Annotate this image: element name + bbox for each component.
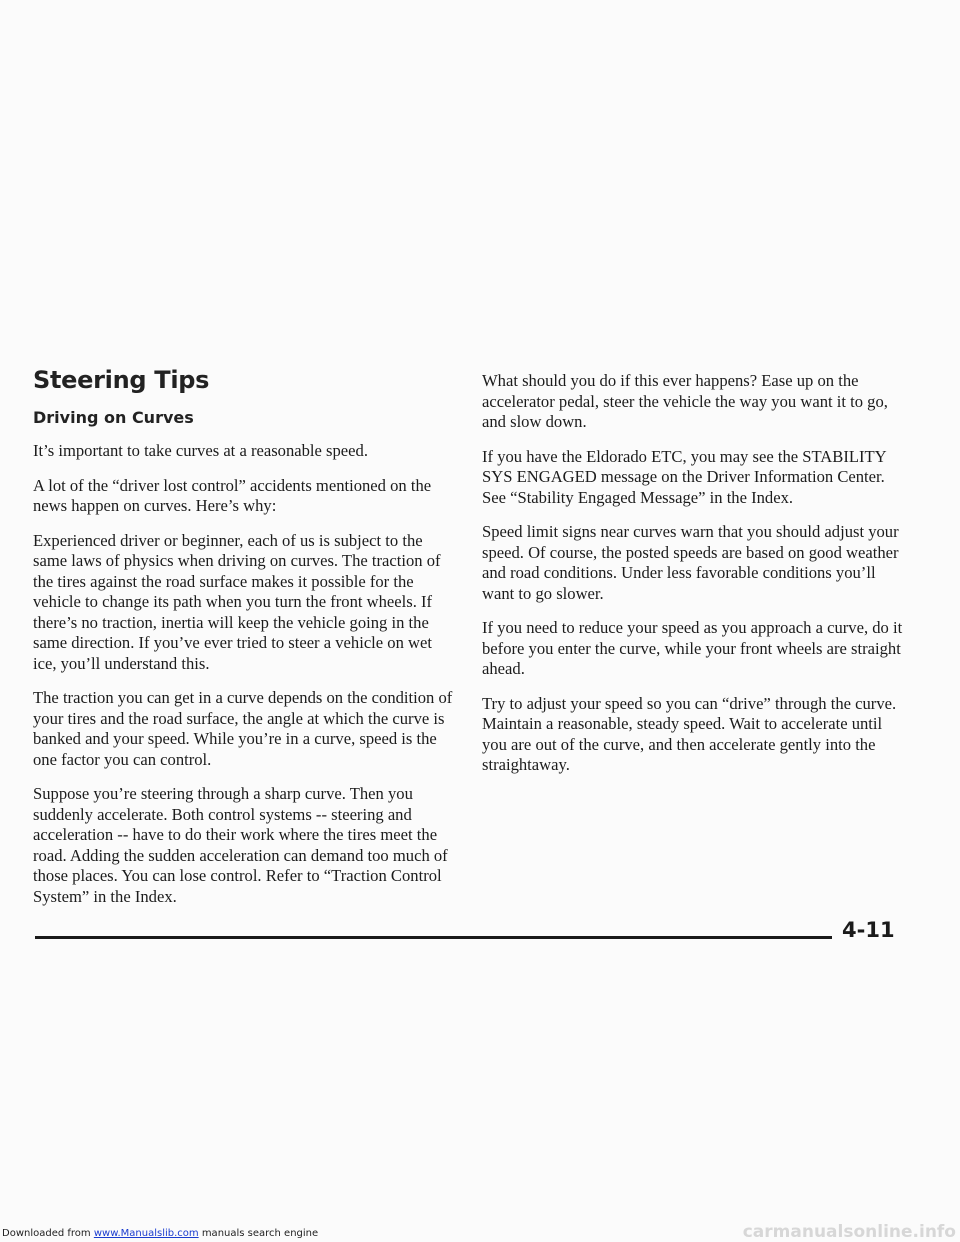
- paragraph: Speed limit signs near curves warn that you should adjust your speed. Of course, the posted speeds are based on good weather and road conditions. Under less favorable conditions you’ll want to go slower.: [482, 522, 899, 603]
- watermark: carmanualsonline.info: [742, 1222, 956, 1242]
- paragraph: A lot of the “driver lost control” accidents mentioned on the news happen on curves. Here’s why:: [33, 475, 432, 515]
- paragraph: If you need to reduce your speed as you approach a curve, do it before you enter the curve, while your front wheels are straight ahead.: [482, 618, 903, 678]
- paragraph: It’s important to take curves at a reasonable speed.: [33, 441, 368, 460]
- download-note: [2, 1228, 318, 1239]
- paragraph: Try to adjust your speed so you can “drive” through the curve. Maintain a reasonable, steady speed. Wait to accelerate until you are out of the curve, and then accelerate gently into the straightaway.: [482, 693, 897, 774]
- manualslib-link[interactable]: www.Manualslib.com: [93, 1228, 199, 1239]
- paragraph: Experienced driver or beginner, each of us is subject to the same laws of physics when driving on curves. The traction of the tires against the road surface makes it possible for the vehicle to change its path when you turn the front wheels. If there’s no traction, inertia will keep the vehicle going in the same direction. If you’ve ever tried to steer a vehicle on wet ice, you’ll understand this.: [33, 530, 441, 673]
- subsection-title: Driving on Curves: [33, 408, 194, 427]
- download-note-prefix: Downloaded from: [2, 1228, 94, 1239]
- paragraph: The traction you can get in a curve depends on the condition of your tires and the road surface, the angle at which the curve is banked and your speed. While you’re in a curve, speed is the one factor you can control.: [33, 688, 453, 769]
- paragraph: If you have the Eldorado ETC, you may see the STABILITY SYS ENGAGED message on the Driver Information Center. See “Stability Engaged Message” in the Index.: [482, 446, 887, 507]
- paragraph: Suppose you’re steering through a sharp curve. Then you suddenly accelerate. Both control systems -- steering and acceleration -- have to do their work where the tires meet the road. Adding the sudden acceleration can demand too much of those places. You can lose control. Refer to “Traction Control System” in the Index.: [33, 784, 448, 906]
- paragraph: What should you do if this ever happens? Ease up on the accelerator pedal, steer the vehicle the way you want it to go, and slow down.: [482, 371, 888, 431]
- left-column: [33, 366, 453, 921]
- footer-divider: [35, 936, 832, 939]
- section-title: Steering Tips: [33, 366, 210, 394]
- right-column: [482, 371, 907, 790]
- download-note-suffix: manuals search engine: [198, 1228, 319, 1239]
- page-number: 4-11: [842, 918, 895, 942]
